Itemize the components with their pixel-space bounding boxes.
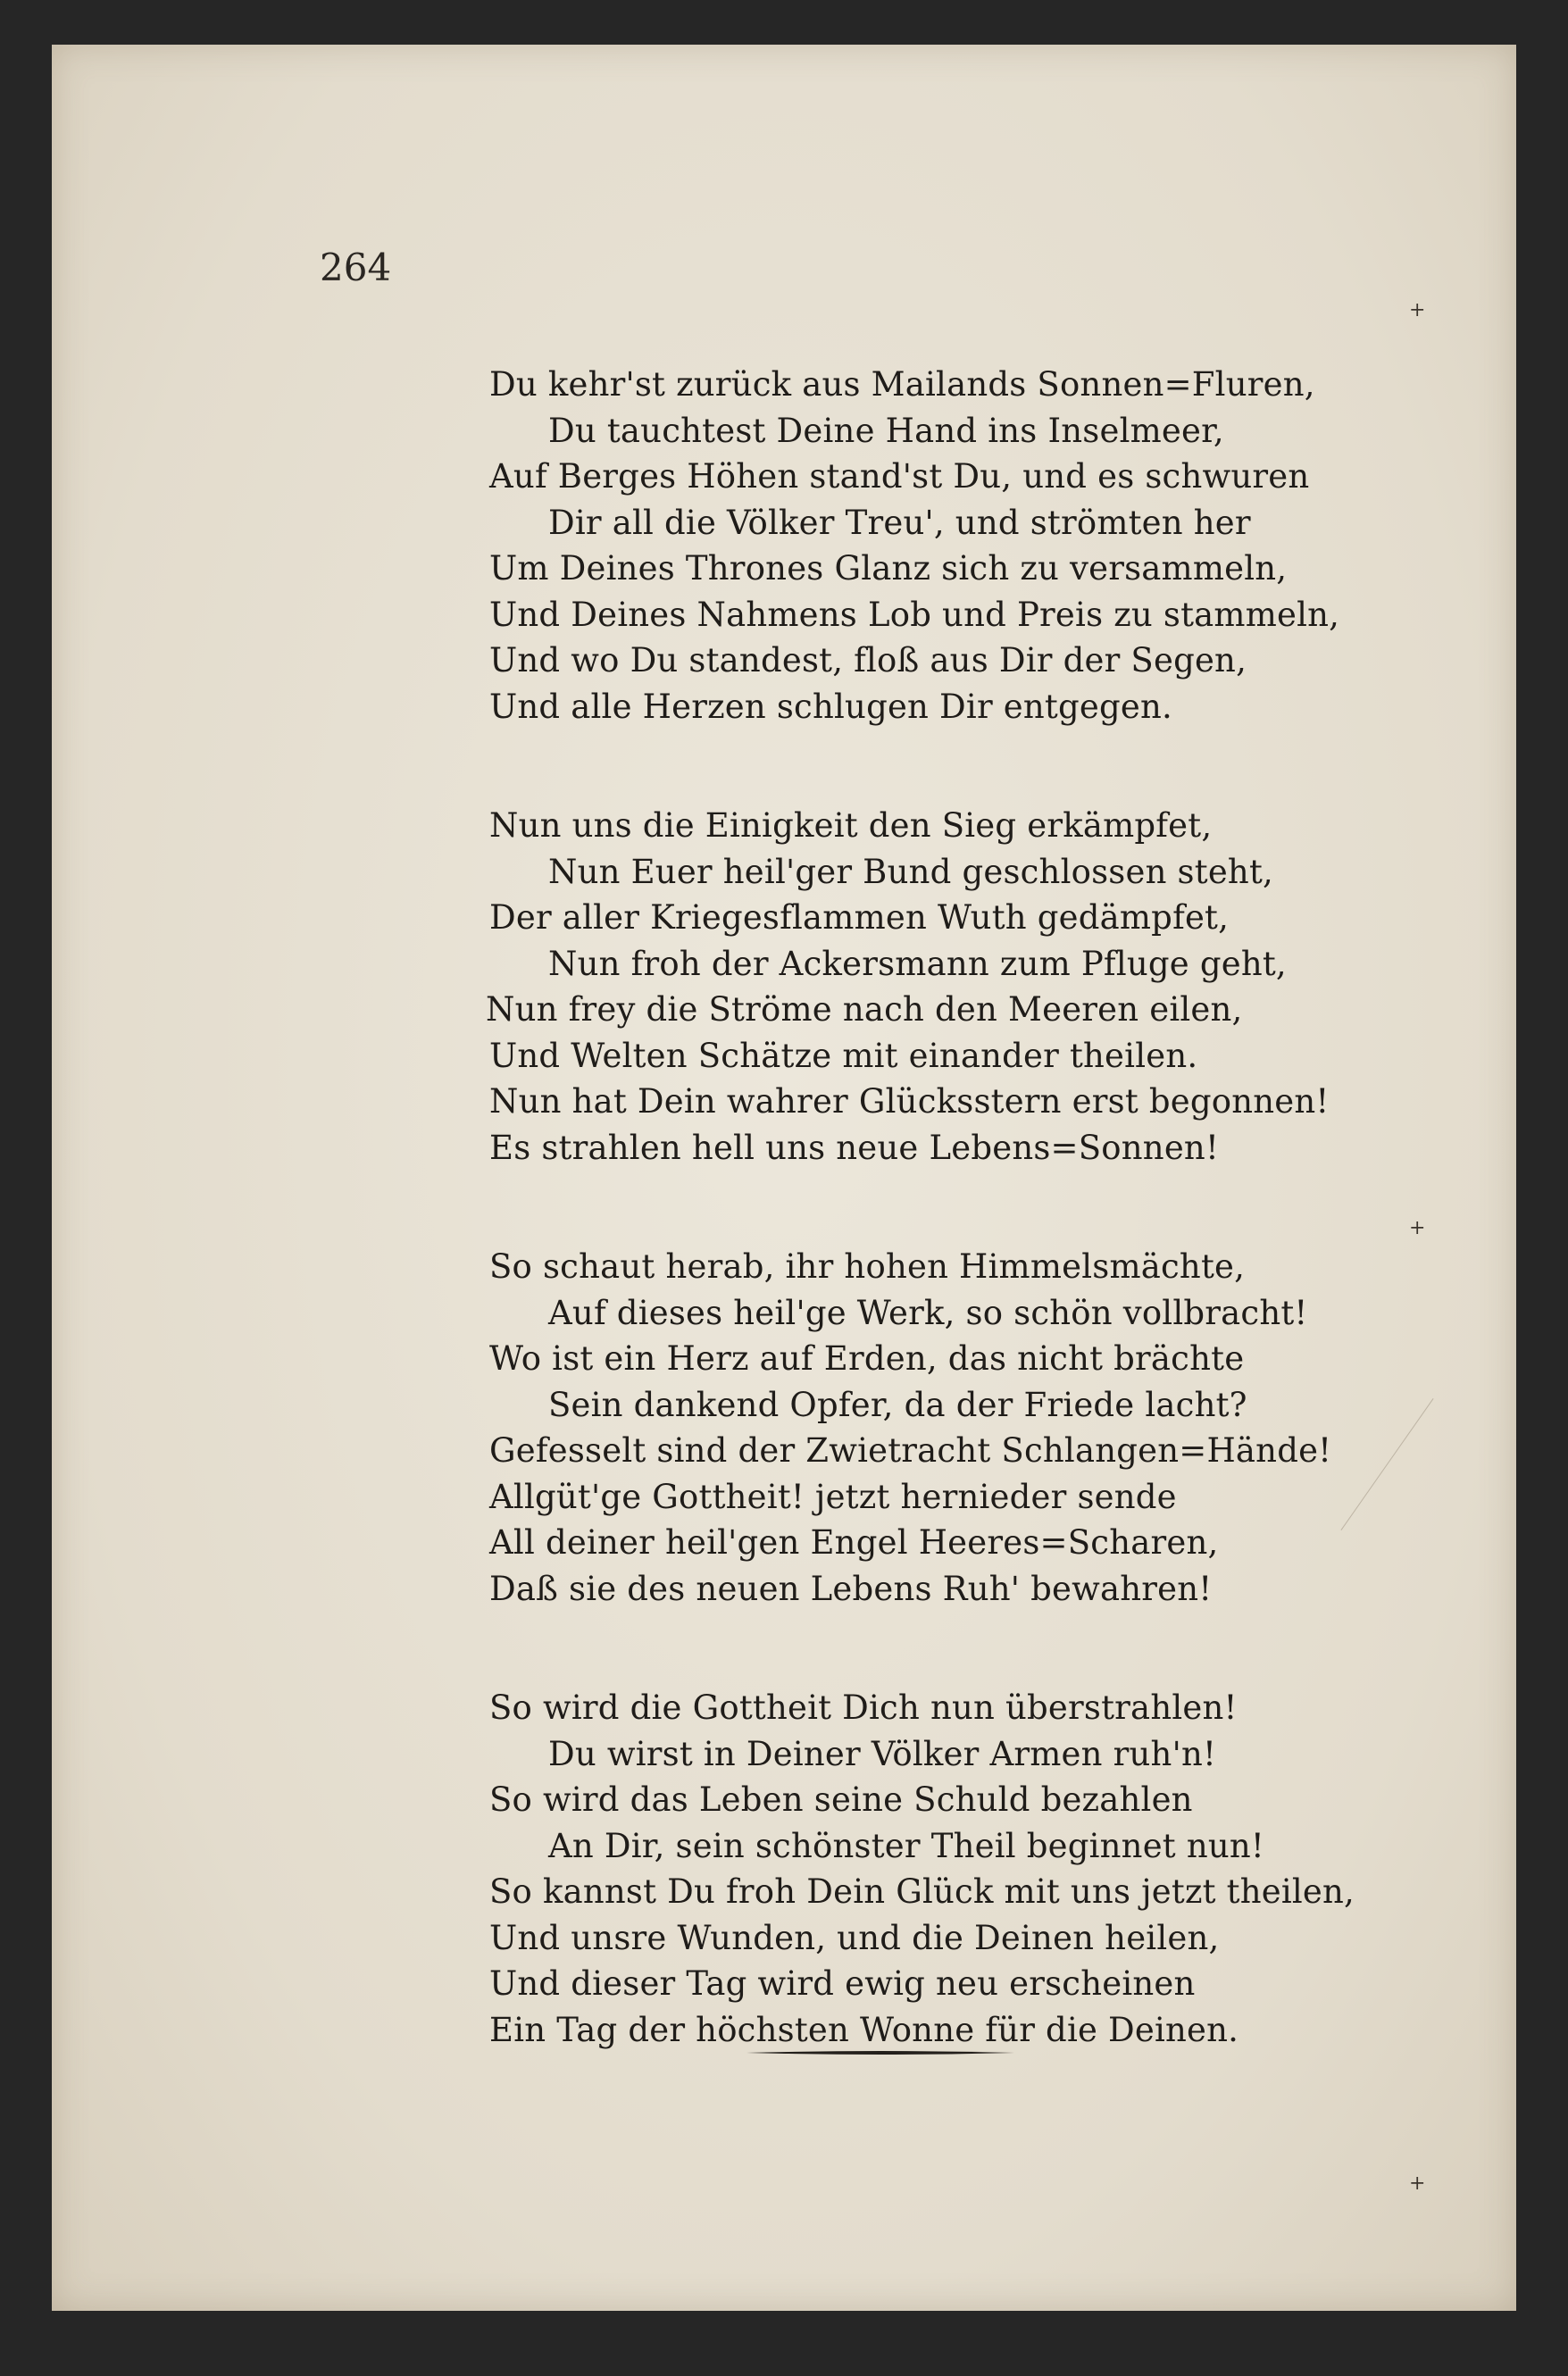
stanza-3 [489,1244,1382,1612]
poem-line: Daß sie des neuen Lebens Ruh' bewahren! [489,1569,1213,1608]
poem-line: Du wirst in Deiner Völker Armen ruh'n! [548,1734,1217,1773]
poem-line: Nun frey die Ströme nach den Meeren eilen, [486,990,1243,1029]
poem-line: Und wo Du standest, floß aus Dir der Segen, [489,641,1247,679]
poem-line: Es strahlen hell uns neue Lebens=Sonnen! [489,1128,1220,1167]
poem-line: Gefesselt sind der Zwietracht Schlangen=Hände! [489,1431,1332,1470]
poem-line: Ein Tag der höchsten Wonne für die Deinen. [489,2010,1239,2049]
poem-line: So wird das Leben seine Schuld bezahlen [489,1780,1193,1819]
poem-line: Du tauchtest Deine Hand ins Inselmeer, [548,411,1224,450]
poem-line: Wo ist ein Herz auf Erden, das nicht brächte [489,1339,1245,1378]
end-rule [746,2049,1014,2056]
book-page [52,45,1516,2311]
poem-line: An Dir, sein schönster Theil beginnet nun! [548,1826,1264,1865]
poem-line: Und dieser Tag wird ewig neu erscheinen [489,1964,1196,2003]
poem-line: So kannst Du froh Dein Glück mit uns jetzt theilen, [489,1872,1355,1911]
poem-line: Sein dankend Opfer, da der Friede lacht? [548,1385,1247,1424]
poem-line: Und alle Herzen schlugen Dir entgegen. [489,687,1172,726]
scan-mark: + [1409,1217,1426,1239]
stanza-4 [489,1685,1382,2053]
page-number: 264 [320,246,392,289]
stanza-2 [486,803,1382,1171]
poem-line: Und unsre Wunden, und die Deinen heilen, [489,1918,1220,1957]
poem-line: Und Deines Nahmens Lob und Preis zu stammeln, [489,595,1340,634]
poem-line: Dir all die Völker Treu', und strömten her [548,503,1251,542]
poem-line: So schaut herab, ihr hohen Himmelsmächte, [489,1247,1246,1286]
poem-line: All deiner heil'gen Engel Heeres=Scharen, [489,1523,1219,1562]
stanza-1 [489,362,1382,729]
poem-line: Nun hat Dein wahrer Glücksstern erst begonnen! [489,1082,1330,1121]
poem-line: So wird die Gottheit Dich nun überstrahlen! [489,1688,1238,1727]
poem-line: Du kehr'st zurück aus Mailands Sonnen=Fluren, [489,365,1315,404]
poem-line: Auf Berges Höhen stand'st Du, und es schwuren [489,457,1310,496]
poem-line: Nun uns die Einigkeit den Sieg erkämpfet, [489,806,1213,845]
poem-line: Und Welten Schätze mit einander theilen. [489,1036,1198,1075]
poem-line: Auf dieses heil'ge Werk, so schön vollbracht! [548,1293,1308,1332]
scan-mark: + [1409,299,1426,321]
poem-line: Allgüt'ge Gottheit! jetzt hernieder sende [489,1477,1177,1516]
poem-line: Der aller Kriegesflammen Wuth gedämpfet, [489,898,1230,937]
poem-line: Nun froh der Ackersmann zum Pfluge geht, [548,944,1287,983]
poem-line: Um Deines Thrones Glanz sich zu versammeln, [489,549,1288,588]
scan-mark: + [1409,2172,1426,2195]
poem [486,362,1382,2126]
poem-line: Nun Euer heil'ger Bund geschlossen steht, [548,852,1273,891]
